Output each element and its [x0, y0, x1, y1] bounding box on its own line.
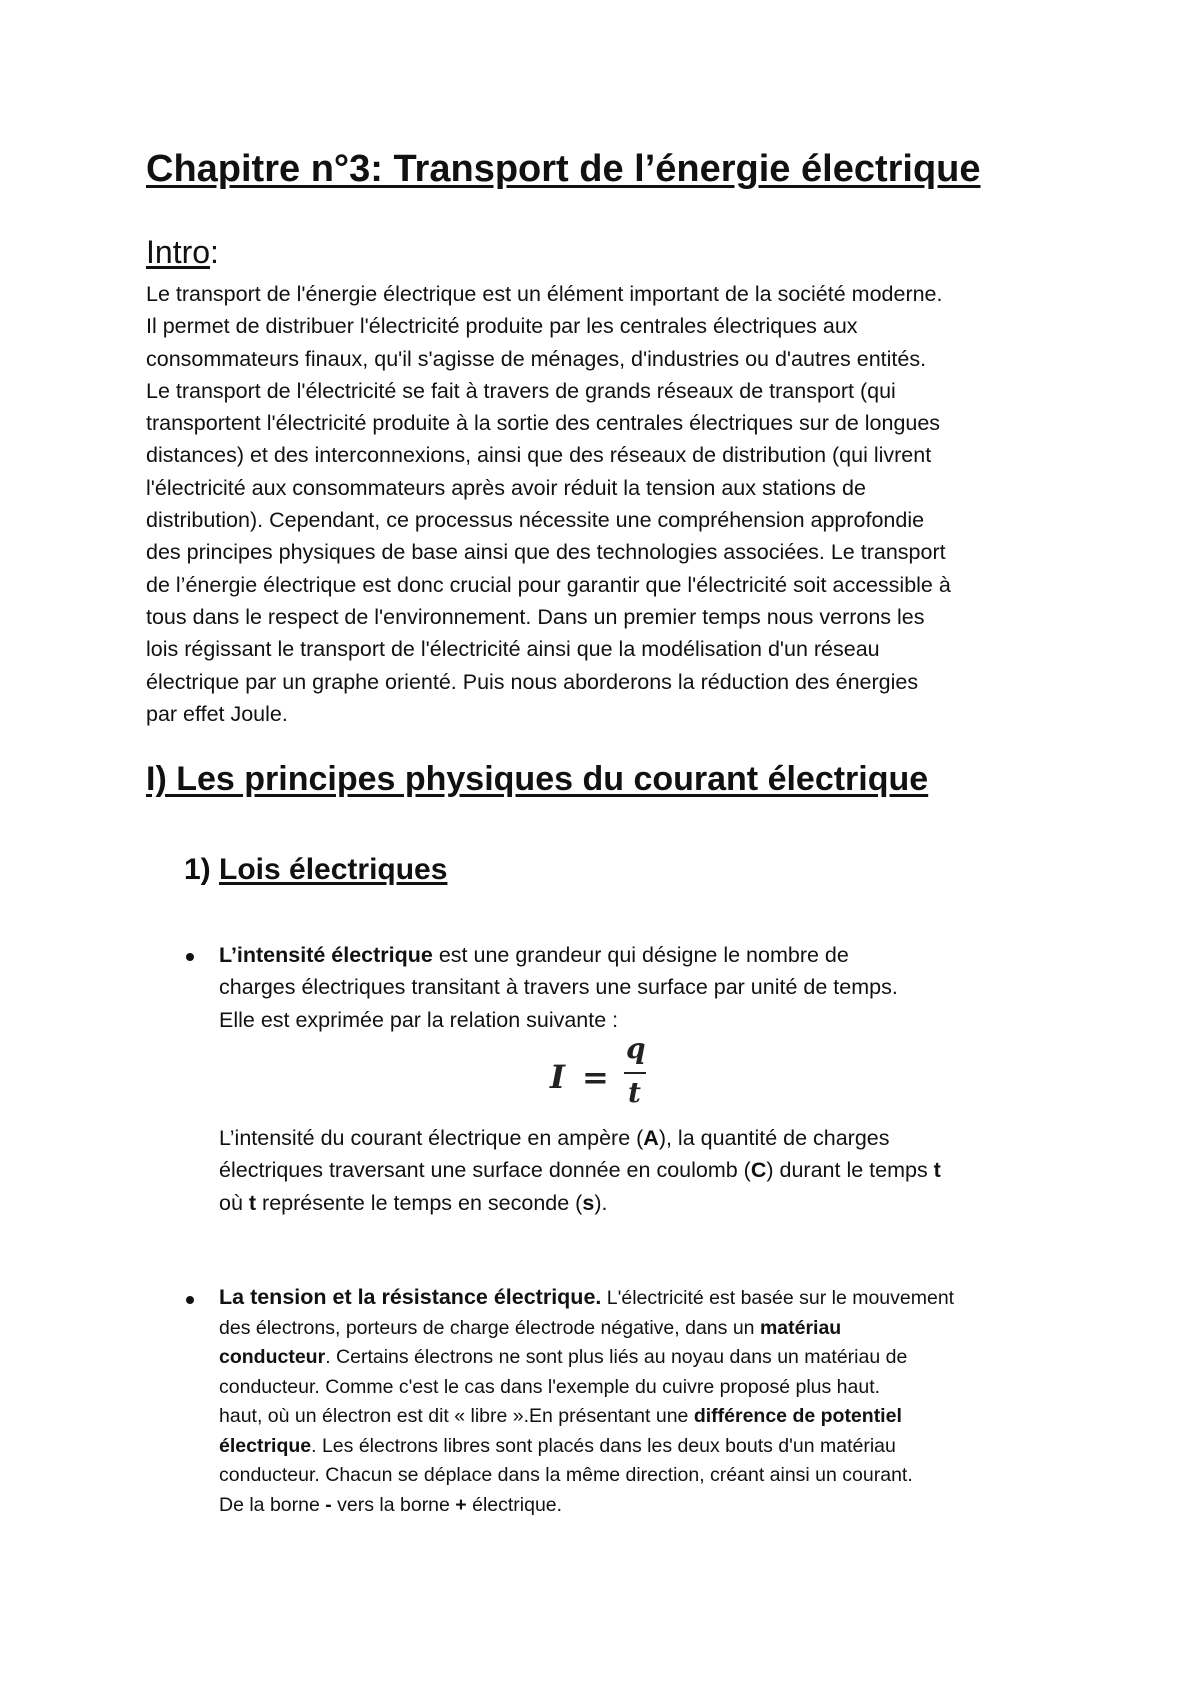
- subsection-title: [184, 853, 447, 887]
- bullet-line: [219, 1402, 1079, 1432]
- term-materiau: matériau: [759, 1316, 842, 1339]
- bullet-text: vers la borne: [331, 1493, 456, 1516]
- bullet-line: conducteur. Comme c'est le cas dans l'exemple du cuivre proposé plus haut.: [219, 1375, 881, 1398]
- term-electrique: électrique: [219, 1434, 312, 1457]
- intro-line: tous dans le respect de l'environnement. Dans un premier temps nous verrons les: [146, 604, 925, 629]
- intro-heading-colon: :: [210, 234, 219, 270]
- bullet-line: [219, 1432, 1079, 1462]
- bullet-line: [219, 1491, 1079, 1521]
- bullet-text: . Certains électrons ne sont plus liés au noyau dans un matériau de: [325, 1346, 908, 1368]
- explain-text: L’intensité du courant électrique en ampère (: [219, 1126, 644, 1150]
- intensity-formula: [546, 1032, 656, 1112]
- intro-line: des principes physiques de base ainsi que des technologies associées. Le transport: [146, 540, 946, 565]
- unit-second: s: [582, 1190, 595, 1215]
- fraction-bar: [624, 1072, 646, 1074]
- bullet-text: électrique.: [466, 1493, 563, 1516]
- explain-text: ).: [594, 1190, 608, 1215]
- intro-line: lois régissant le transport de l'électricité ainsi que la modélisation d'un réseau: [146, 637, 880, 662]
- formula-numerator: q: [626, 1032, 646, 1065]
- intro-line: de l’énergie électrique est donc crucial pour garantir que l'électricité soit accessible à: [146, 572, 951, 597]
- bullet-line: [219, 1343, 1079, 1373]
- unit-coulomb: C: [750, 1158, 767, 1183]
- chapter-title: Chapitre n°3: Transport de l’énergie électrique: [146, 148, 981, 190]
- formula-lhs: I: [550, 1058, 565, 1096]
- minus-terminal: -: [325, 1493, 332, 1516]
- term-difference-potentiel: différence de potentiel: [693, 1405, 902, 1427]
- bullet-line: Elle est exprimée par la relation suivante :: [219, 1007, 619, 1032]
- intro-line: distances) et des interconnexions, ainsi que des réseaux de distribution (qui livrent: [146, 443, 932, 468]
- bullet-line: charges électriques transitant à travers une surface par unité de temps.: [219, 975, 898, 1000]
- unit-ampere: A: [643, 1126, 659, 1150]
- formula-equals: =: [582, 1058, 609, 1096]
- intro-heading-label: Intro: [146, 234, 211, 270]
- intro-line: Le transport de l'énergie électrique est un élément important de la société moderne.: [146, 282, 943, 306]
- bullet-text: des électrons, porteurs de charge électrode négative, dans un: [219, 1316, 760, 1339]
- intro-line: l'électricité aux consommateurs après avoir réduit la tension aux stations de: [146, 475, 866, 500]
- bullet-line: [219, 939, 1079, 971]
- explain-text: ), la quantité de charges: [658, 1126, 890, 1150]
- explain-line: [219, 1122, 1079, 1154]
- explain-text: ) durant le temps: [766, 1158, 934, 1183]
- bullet-text: haut, où un électron est dit « libre ».En présentant une: [219, 1405, 694, 1427]
- explain-text: électriques traversant une surface donnée en coulomb (: [219, 1158, 751, 1183]
- bullet-icon: [186, 1296, 194, 1304]
- explain-text: représente le temps en seconde (: [256, 1190, 583, 1215]
- explain-text: où: [219, 1190, 249, 1215]
- intro-line: par effet Joule.: [146, 701, 288, 726]
- bullet-text: . Les électrons libres sont placés dans les deux bouts d'un matériau: [311, 1434, 896, 1457]
- bullet-text: est une grandeur qui désigne le nombre de: [432, 943, 849, 967]
- bullet-tension-resistance: [219, 1283, 1079, 1520]
- intro-line: Le transport de l'électricité se fait à travers de grands réseaux de transport (qui: [146, 378, 896, 403]
- bullet-line: [219, 1283, 1079, 1314]
- var-time: t: [933, 1158, 941, 1183]
- intensity-explanation: [219, 1122, 1079, 1219]
- subsection-number: 1): [184, 853, 220, 886]
- bullet-line: conducteur. Chacun se déplace dans la même direction, créant ainsi un courant.: [219, 1464, 913, 1486]
- intro-line: électrique par un graphe orienté. Puis nous aborderons la réduction des énergies: [146, 669, 919, 694]
- subsection-label: Lois électriques: [219, 853, 448, 886]
- plus-terminal: +: [455, 1493, 467, 1516]
- intro-line: distribution). Cependant, ce processus nécessite une compréhension approfondie: [146, 508, 925, 533]
- bullet-icon: [186, 953, 194, 961]
- explain-line: [219, 1187, 1079, 1219]
- intro-line: consommateurs finaux, qu'il s'agisse de ménages, d'industries ou d'autres entités.: [146, 346, 927, 371]
- intro-line: transportent l'électricité produite à la sortie des centrales électriques sur de longues: [146, 411, 941, 436]
- term-intensity: L’intensité électrique: [219, 943, 433, 967]
- term-tension: La tension et la résistance électrique.: [219, 1285, 602, 1309]
- intro-heading: [146, 234, 219, 271]
- bullet-text: L'électricité est basée sur le mouvement: [601, 1287, 955, 1309]
- explain-line: [219, 1154, 1079, 1186]
- bullet-text: De la borne: [219, 1493, 326, 1516]
- intro-paragraph: [146, 278, 1076, 730]
- intro-line: Il permet de distribuer l'électricité produite par les centrales électriques aux: [146, 314, 858, 339]
- bullet-line: [219, 1314, 1079, 1344]
- formula-denominator: t: [628, 1076, 641, 1109]
- section-title: I) Les principes physiques du courant électrique: [146, 760, 929, 798]
- term-conducteur: conducteur: [219, 1346, 326, 1368]
- var-time: t: [248, 1190, 257, 1215]
- bullet-intensity: [219, 939, 1079, 1036]
